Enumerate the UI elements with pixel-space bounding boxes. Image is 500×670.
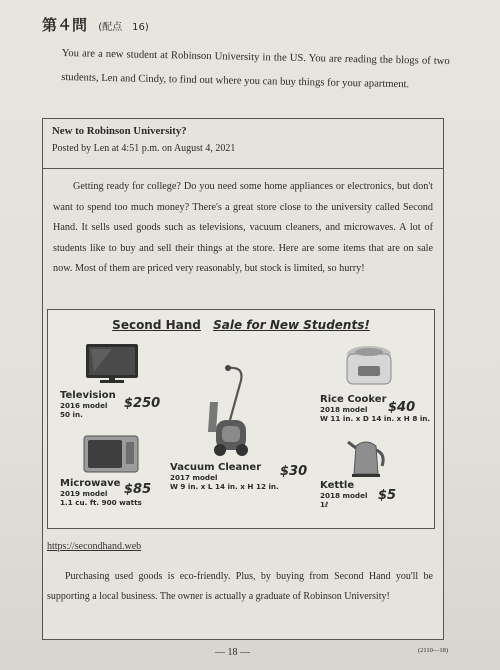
price-rice-cooker: $40 — [388, 400, 416, 415]
rice-cooker-image — [344, 342, 394, 390]
blog-post-box — [42, 118, 444, 640]
shop-link[interactable]: https://secondhand.web — [47, 541, 142, 552]
kettle-image — [344, 432, 388, 478]
blog-meta: Posted by Len at 4:51 p.m. on August 4, 2021 — [52, 143, 236, 154]
question-number: 第４問 — [42, 16, 88, 34]
blog-header — [43, 119, 443, 169]
ad-title — [48, 318, 434, 332]
television-image — [82, 342, 142, 390]
ad-item-kettle: Kettle 2018 model 1ℓ $5 — [320, 480, 397, 509]
page-number: — 18 — — [215, 647, 250, 658]
intro-paragraph: You are a new student at Robinson University in the US. You are reading the blogs of two students, Len and Cindy, to find out where you can buy things for your apartment. — [61, 47, 450, 91]
microwave-image — [82, 434, 140, 474]
ad-item-rice-cooker: Rice Cooker 2018 model W 11 in. x D 14 in. x H 8 in. $40 — [320, 394, 431, 423]
ad-item-microwave: Microwave 2019 model 1.1 cu. ft. 900 watts $85 — [60, 478, 152, 507]
price-kettle: $5 — [378, 488, 397, 503]
vacuum-cleaner-image — [198, 362, 258, 458]
ad-item-vacuum-cleaner: Vacuum Cleaner 2017 model W 9 in. x L 14 in. x H 12 in. $30 — [170, 462, 308, 491]
price-vacuum-cleaner: $30 — [280, 464, 308, 479]
price-microwave: $85 — [124, 482, 152, 497]
blog-closing: Purchasing used goods is eco-friendly. Plus, by buying from Second Hand you'll be supporting a local business. The owner is actually a graduate of Robinson University! — [47, 571, 433, 602]
price-television: $250 — [124, 396, 161, 411]
sale-advertisement — [47, 309, 435, 529]
blog-title: New to Robinson University? — [52, 125, 187, 137]
question-points: (配点 16) — [98, 22, 149, 33]
ad-sale-text: Sale for New Students! — [213, 318, 370, 332]
ad-shop-name: Second Hand — [112, 318, 201, 332]
blog-body: Getting ready for college? Do you need some home appliances or electronics, but don't want to spend too much money? There's a great store close to the university called Second Hand. It sells used goods such as televisions, vacuum cleaners, and microwaves. A lot of students like to buy and sell their things at the store. Here are some items that are on sale now. Most of them are priced very reasonably, but stock is limited, so hurry! — [53, 181, 433, 274]
question-heading — [42, 14, 149, 35]
exam-code: (2110—18) — [418, 647, 449, 654]
ad-item-television: Television 2016 model 50 in. $250 — [60, 390, 161, 419]
